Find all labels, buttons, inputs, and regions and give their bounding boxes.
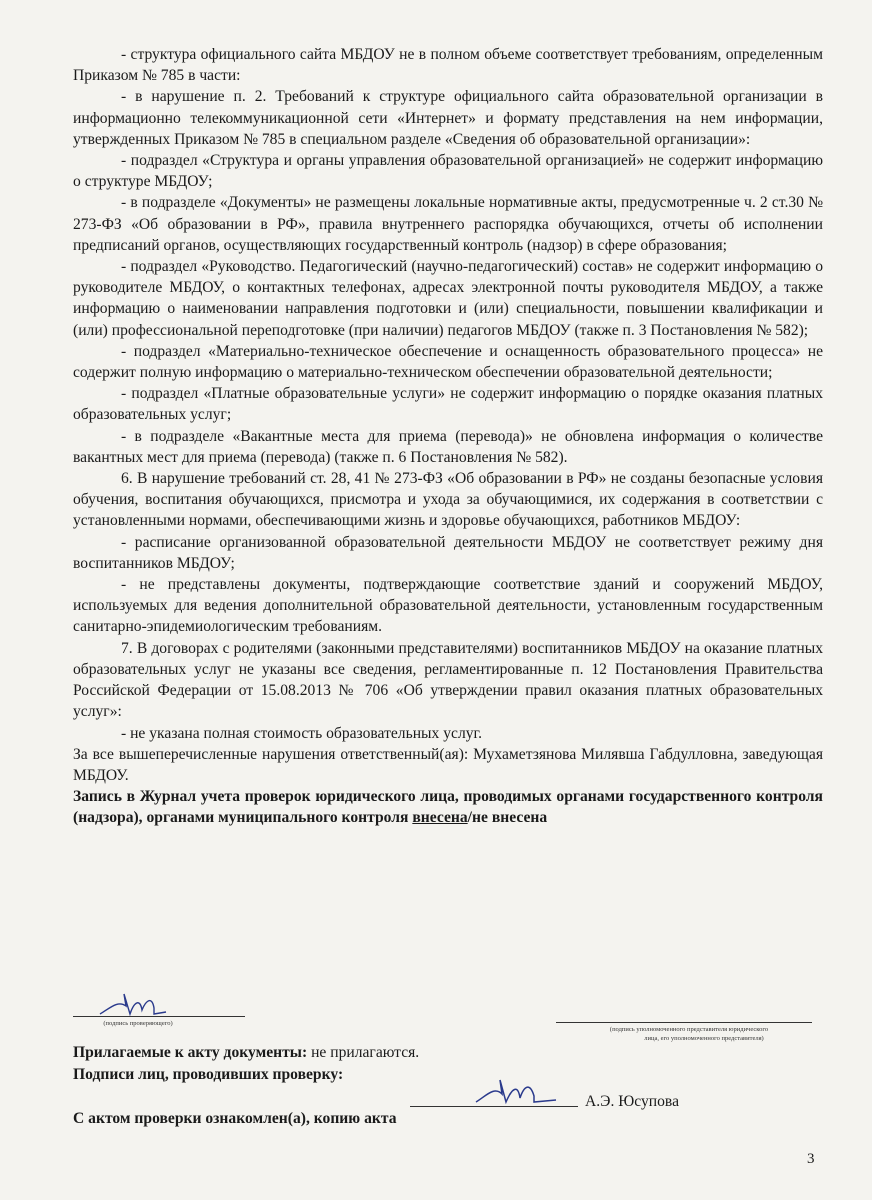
- representative-signature-caption-line1: (подпись уполномоченного представителя юридического: [609, 1026, 769, 1033]
- paragraph-responsible: За все вышеперечисленные нарушения ответственный(ая): Мухаметзянова Милявша Габдулловна, заведующая МБДОУ.: [73, 745, 823, 784]
- journal-not-made-option: не внесена: [472, 809, 548, 827]
- journal-made-option: внесена: [412, 809, 468, 827]
- paragraph-price: - не указана полная стоимость образовательных услуг.: [121, 724, 483, 742]
- inspector-signature-line: [73, 1016, 245, 1017]
- paragraph-paid-services-subsection: - подраздел «Платные образовательные услуги» не содержит информацию о порядке оказания платных образовательных услуг;: [73, 385, 823, 424]
- inspector-signature-caption: (подпись проверяющего): [103, 1020, 173, 1027]
- paragraph-item-6: 6. В нарушение требований ст. 28, 41 № 273-ФЗ «Об образовании в РФ» не созданы безопасные условия обучения, воспитания обучающихся, присмотра и ухода за обучающимися, их содержания в соответствии с установленными нормами, обеспечивающими жизнь и здоровье обучающихся, работников МБДОУ:: [73, 470, 823, 530]
- journal-record-statement: [73, 786, 823, 828]
- signatures-label: Подписи лиц, проводивших проверку:: [73, 1066, 344, 1083]
- paragraph-documents-subsection: - в подразделе «Документы» не размещены локальные нормативные акты, предусмотренные ч. 2 ст.30 № 273-ФЗ «Об образовании в РФ», правила внутреннего распорядка обучающихся, отчеты об исполнении предписаний органов, осуществляющих государственный контроль (надзор) в сфере образования;: [73, 194, 823, 254]
- inspector-name: А.Э. Юсупова: [585, 1093, 680, 1110]
- act-body: [73, 44, 823, 829]
- inspector-signature-underline: [410, 1106, 578, 1107]
- attachments-line: [73, 1042, 419, 1063]
- paragraph-schedule: - расписание организованной образовательной деятельности МБДОУ не соответствует режиму дня воспитанников МБДОУ;: [73, 533, 823, 572]
- representative-signature-line: [556, 1022, 812, 1023]
- acknowledgement-text: С актом проверки ознакомлен(а), копию акта: [73, 1110, 397, 1127]
- journal-record-text: Запись в Журнал учета проверок юридического лица, проводимых органами государственного контроля (надзора), органами муниципального контроля: [73, 788, 823, 827]
- paragraph-item-7: 7. В договорах с родителями (законными представителями) воспитанников МБДОУ на оказание платных образовательных услуг не указаны все сведения, регламентированные п. 12 Постановления Правительства Российской Федерации от 15.08.2013 № 706 «Об утверждении правил оказания платных образовательных услуг»:: [73, 639, 823, 721]
- paragraph-material-subsection: - подраздел «Материально-техническое обеспечение и оснащенность образовательного процесса» не содержит полную информацию о материально-техническом обеспечении образовательной деятельности;: [73, 342, 823, 382]
- inspector-signature: [470, 1074, 566, 1108]
- paragraph-vacancies-subsection: - в подразделе «Вакантные места для приема (перевода)» не обновлена информация о количестве вакантных мест для приема (перевода) (также п. 6 Постановления № 582).: [73, 427, 823, 466]
- paragraph-structure-subsection: - подраздел «Структура и органы управления образовательной организацией» не содержит информацию о структуре МБДОУ;: [73, 152, 823, 191]
- paragraph-building-documents: - не представлены документы, подтверждающие соответствие зданий и сооружений МБДОУ, используемых для ведения дополнительной образовательной деятельности, установленным государственным санитарно-эпидемиологическим требованиям.: [73, 576, 823, 636]
- attachments-label: Прилагаемые к акту документы:: [73, 1044, 308, 1061]
- representative-signature-caption-line2: лица, его уполномоченного представителя): [644, 1035, 764, 1042]
- paragraph-requirements-violation: - в нарушение п. 2. Требований к структуре официального сайта образовательной организации в информационно телекоммуникационной сети «Интернет» и формату представления на нем информации, утвержденных Приказом № 785 в специальном разделе «Сведения об образовательной организации»:: [73, 88, 823, 148]
- paragraph-management-subsection: - подраздел «Руководство. Педагогический (научно-педагогический) состав» не содержит информацию о руководителе МБДОУ, о контактных телефонах, адресах электронной почты руководителя МБДОУ, а также информацию о наименовании направления подготовки и (или) специальности, повышении квалификации и (или) профессиональной переподготовке (при наличии) педагогов МБДОУ (также п. 3 Постановления № 582);: [73, 258, 823, 339]
- page-number: 3: [807, 1151, 815, 1167]
- journal-separator: /: [467, 809, 473, 827]
- paragraph-website-structure: - структура официального сайта МБДОУ не в полном объеме соответствует требованиям, определенным Приказом № 785 в части:: [73, 46, 823, 85]
- attachments-value: не прилагаются.: [307, 1044, 420, 1061]
